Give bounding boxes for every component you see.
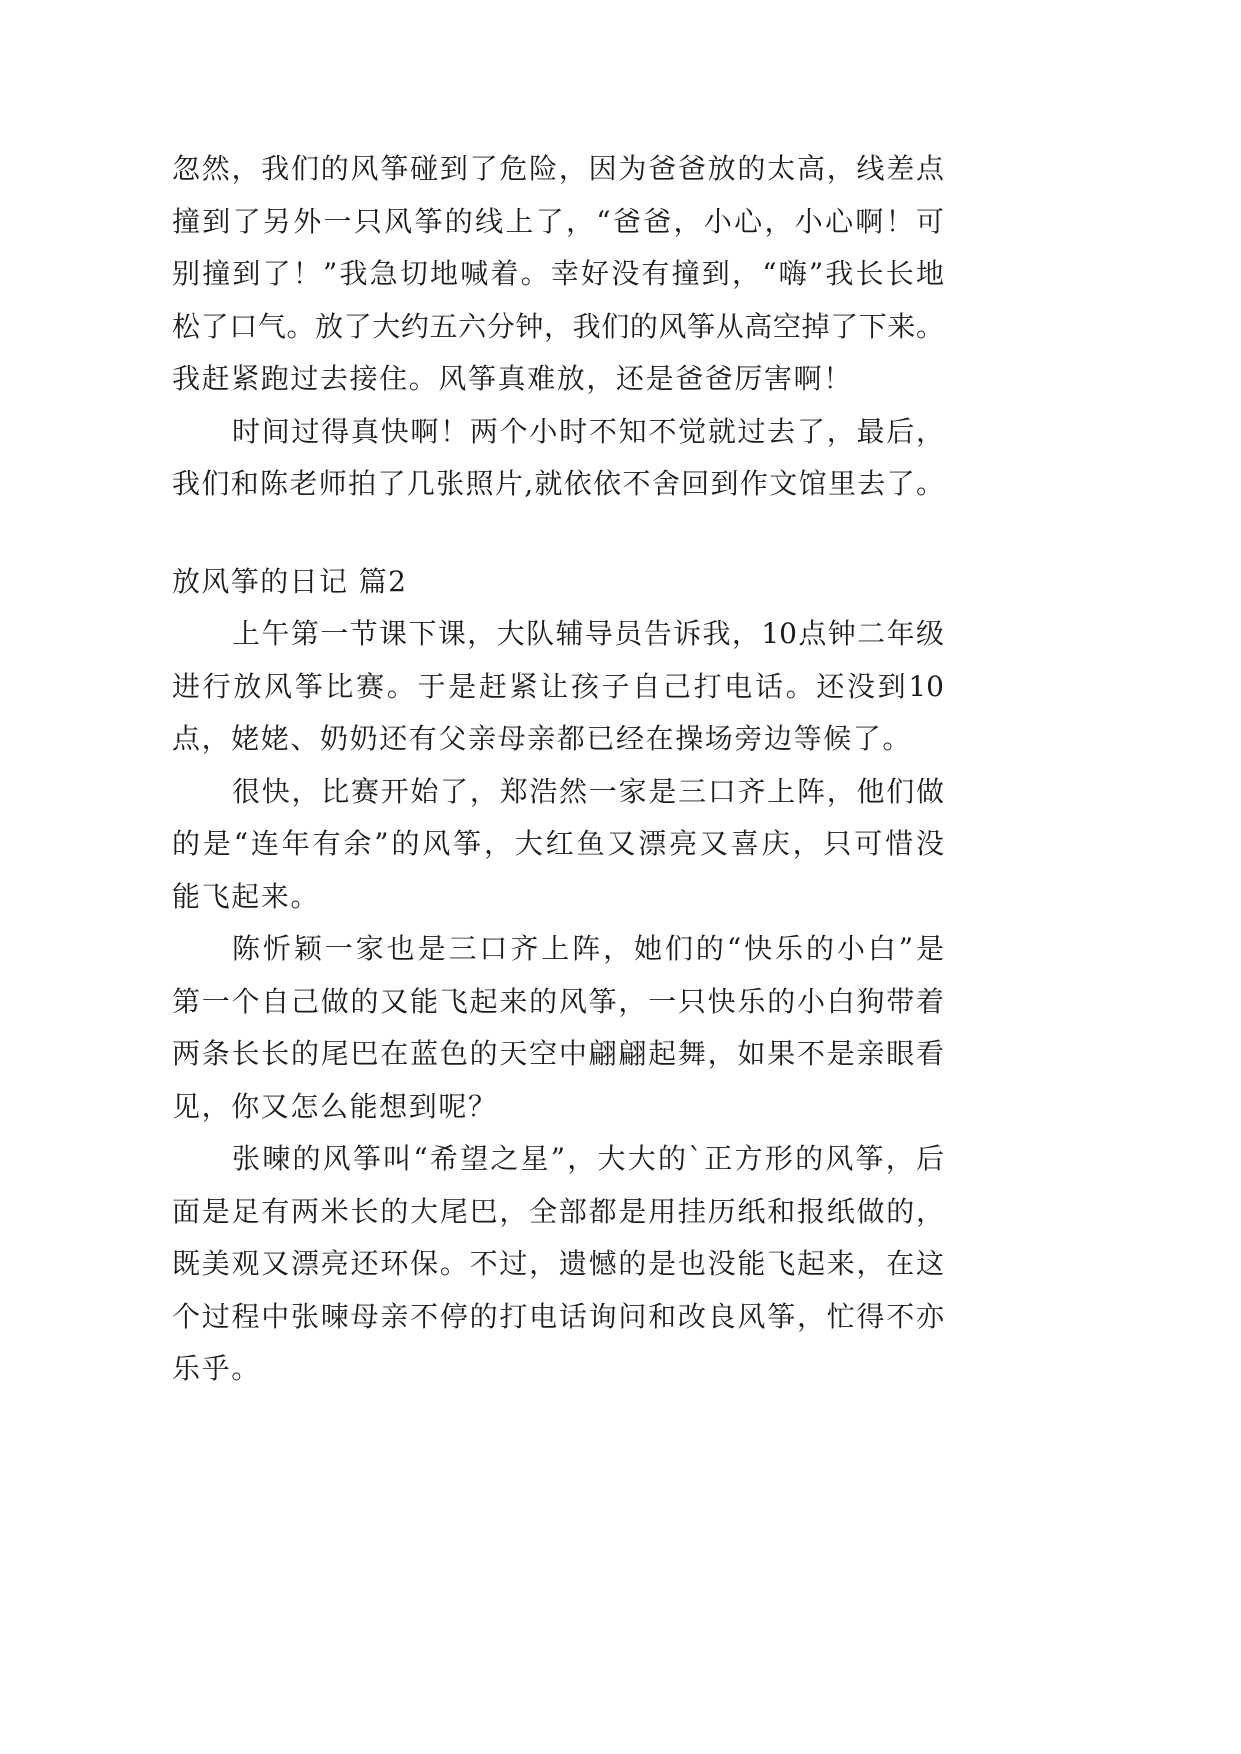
text-line: 既美观又漂亮还环保。不过，遗憾的是也没能飞起来，在这 bbox=[172, 1247, 944, 1280]
text-line: 上午第一节课下课，大队辅导员告诉我，10点钟二年级 bbox=[232, 617, 944, 650]
text-line: 乐乎。 bbox=[172, 1352, 261, 1385]
entry-title: 放风筝的日记 篇2 bbox=[172, 564, 408, 598]
text-line: 陈忻颖一家也是三口齐上阵，她们的“快乐的小白”是 bbox=[232, 932, 944, 965]
text-line: 面是足有两米长的大尾巴，全部都是用挂历纸和报纸做的， bbox=[172, 1194, 944, 1228]
text-line: 撞到了另外一只风筝的线上了，“爸爸，小心，小心啊！可 bbox=[172, 204, 944, 238]
text-line: 松了口气。放了大约五六分钟，我们的风筝从高空掉了下来。 bbox=[172, 309, 944, 343]
text-line: 见，你又怎么能想到呢？ bbox=[172, 1089, 498, 1123]
text-line: 两条长长的尾巴在蓝色的天空中翩翩起舞，如果不是亲眼看 bbox=[172, 1037, 944, 1070]
paragraph bbox=[172, 608, 944, 766]
text-line: 能飞起来。 bbox=[172, 879, 321, 913]
text-line: 我们和陈老师拍了几张照片,就依依不舍回到作文馆里去了。 bbox=[172, 467, 944, 500]
text-line: 第一个自己做的又能飞起来的风筝，一只快乐的小白狗带着 bbox=[172, 984, 944, 1018]
text-line: 的是“连年有余”的风筝，大红鱼又漂亮又喜庆，只可惜没 bbox=[172, 827, 944, 860]
paragraph bbox=[172, 406, 944, 511]
text-line: 很快，比赛开始了，郑浩然一家是三口齐上阵，他们做 bbox=[232, 774, 944, 808]
paragraph bbox=[172, 143, 944, 406]
text-line: 张暕的风筝叫“希望之星”，大大的`正方形的风筝，后 bbox=[232, 1142, 944, 1175]
paragraph bbox=[172, 923, 944, 1133]
text-line: 我赶紧跑过去接住。风筝真难放，还是爸爸厉害啊！ bbox=[172, 362, 853, 395]
text-line: 别撞到了！”我急切地喊着。幸好没有撞到，“嗨”我长长地 bbox=[172, 257, 944, 290]
document-body bbox=[172, 143, 944, 1396]
text-line: 时间过得真快啊！两个小时不知不觉就过去了，最后， bbox=[232, 414, 944, 448]
text-line: 个过程中张暕母亲不停的打电话询问和改良风筝，忙得不亦 bbox=[172, 1299, 944, 1333]
text-line: 进行放风筝比赛。于是赶紧让孩子自己打电话。还没到10 bbox=[172, 669, 944, 703]
text-line: 点，姥姥、奶奶还有父亲母亲都已经在操场旁边等候了。 bbox=[172, 722, 913, 755]
text-line: 忽然，我们的风筝碰到了危险，因为爸爸放的太高，线差点 bbox=[172, 152, 944, 185]
paragraph bbox=[172, 1133, 944, 1396]
paragraph bbox=[172, 766, 944, 924]
